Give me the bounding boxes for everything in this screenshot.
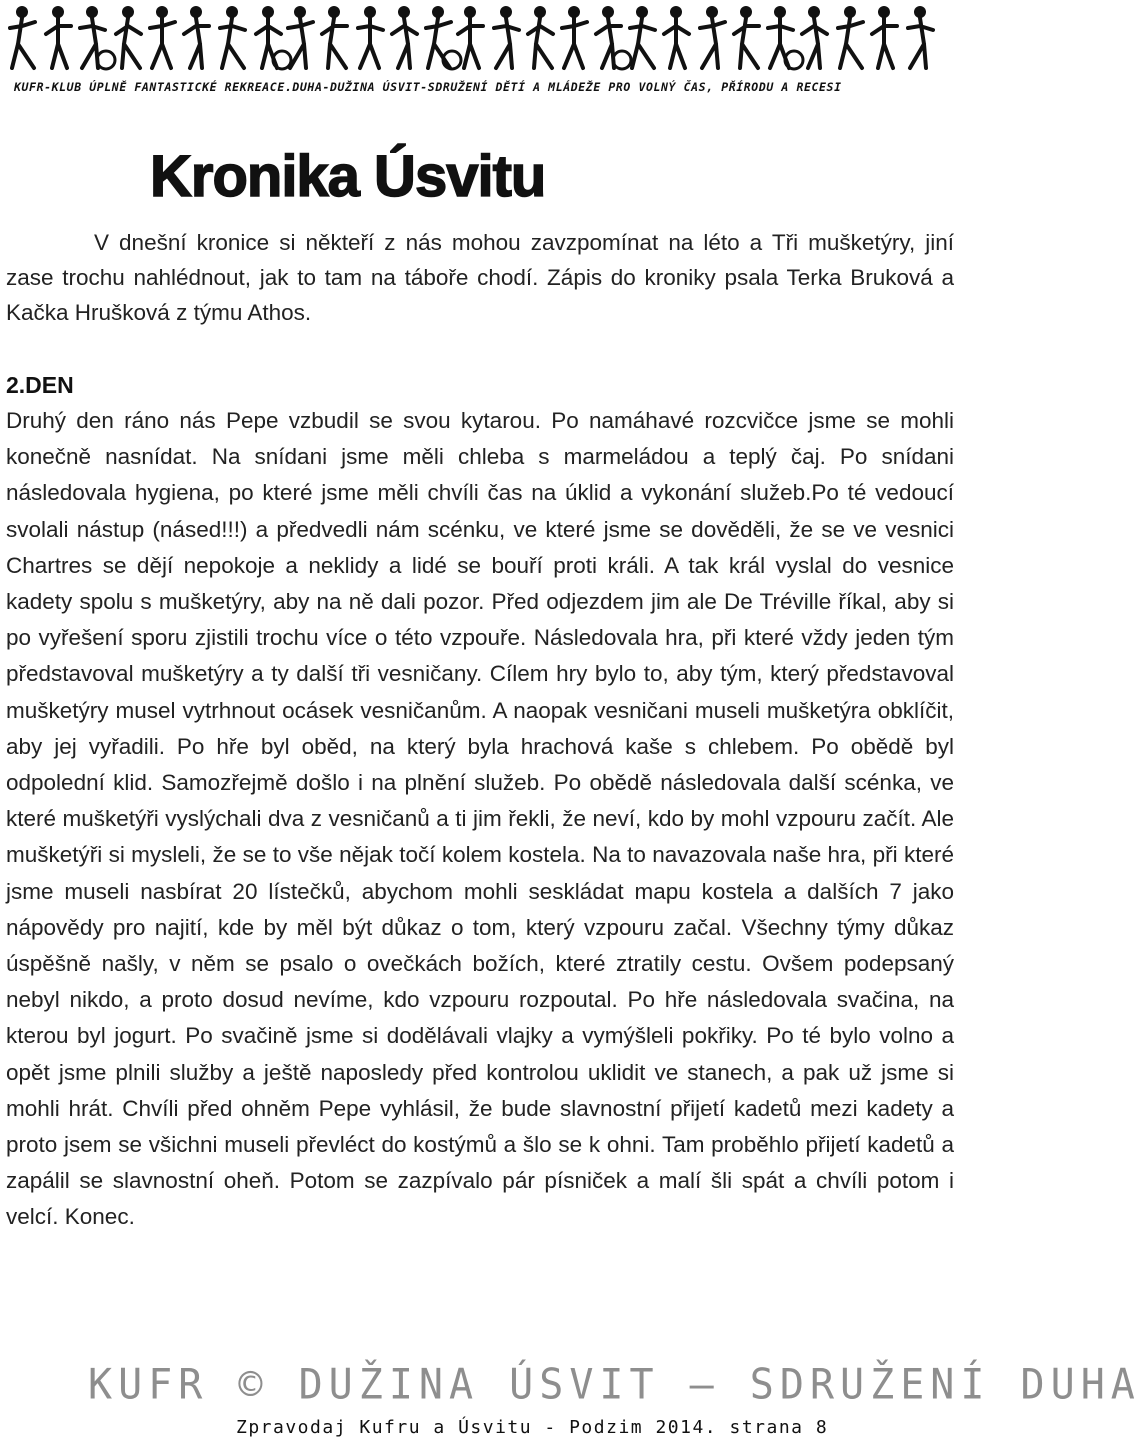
stick-figure	[630, 6, 655, 68]
stick-figure	[358, 6, 383, 68]
stick-figure	[562, 6, 587, 68]
article-body: Druhý den ráno nás Pepe vzbudil se svou kytarou. Po namáhavé rozcvičce jsme se mohli konečně nasnídat. Na snídani jsme měli chleba s marmeládou a teplý čaj. Po snídani následovala hygiena, po které jsme měli chvíli čas na úklid a vykonání služeb.Po té vedoucí svolali nástup (násed!!!) a předvedli nám scénku, ve které jsme se dověděli, že se ve vesnici Chartres se dějí nepokoje a neklidy a lidé se bouří proti králi. A tak král vyslal do vesnice kadety spolu s mušketýry, aby na ně dali pozor. Před odjezdem jim ale De Tréville říkal, aby si po vyřešení sporu zjistili trochu více o této vzpouře. Následovala hra, při které vždy jeden tým představoval mušketýry a ty další tři vesničany. Cílem hry bylo to, aby tým, který představoval mušketýry musel vytrhnout ocásek vesničanům. A naopak vesničani museli mušketýra obklíčit, aby jej vyřadili. Po hře byl oběd, na který byla hrachová kaše s chlebem. Po obědě byl odpolední klid. Samozřejmě došlo i na plnění služeb. Po obědě následovala další scénka, ve které mušketýři vyslýchali dva z vesničanů a ti jim řekli, že neví, kdo by mohl vzpouru začít. Ale mušketýři si mysleli, že se to vše nějak točí kolem kostela. Na to navazovala naše hra, při které jsme museli nasbírat 20 lístečků, abychom mohli seskládat mapu kostela a dalších 7 jako nápovědy pro najití, kde by měl být důkaz o tom, který vzpouru začal. Všechny týmy důkaz úspěšně našly, v něm se psalo o ovečkách božích, které ztratily cestu. Ovšem podepsaný nebyl nikdo, a proto dosud nevíme, kdo vzpouru rozpoutal. Po hře následovala svačina, na kterou byl jogurt. Po svačině jsme si dodělávali vlajky a vymýšleli pokřiky. Po té bylo volno a opět jsme plnili služby a ještě naposledy před kontrolou uklidit ve stanech, a pak už jsme si mohli hrát. Chvíli před ohněm Pepe vyhlásil, že bude slavnostní přijetí kadetů mezi kadety a proto jsem se všichni museli převléct do kostýmů a šlo se k ohni. Tam proběhlo přijetí kadetů a zapálil se slavnostní oheň. Potom se zazpívalo pár písniček a malí šli spát a chvíli potom i velcí. Konec.	[6, 408, 954, 1230]
stick-figure	[322, 6, 347, 68]
stick-figures-illustration	[0, 0, 960, 78]
stick-figure	[494, 6, 519, 68]
stick-figure	[10, 6, 35, 68]
stick-figure	[872, 6, 897, 68]
stick-figure	[838, 6, 863, 68]
day-heading: 2.DEN	[6, 372, 74, 398]
footer-page-note: Zpravodaj Kufru a Úsvitu - Podzim 2014. strana 8	[236, 1417, 829, 1438]
stick-figure	[734, 6, 759, 68]
footer-logo: KUFR © DUŽINA ÚSVIT – SDRUŽENÍ DUHA	[88, 1360, 1141, 1410]
article-intro: V dnešní kronice si někteří z nás mohou zavzpomínat na léto a Tři mušketýry, jiní zase trochu nahlédnout, jak to tam na táboře chodí. Zápis do kroniky psala Terka Bruková a Kačka Hrušková z týmu Athos.	[6, 230, 954, 325]
stick-figure	[802, 6, 827, 68]
stick-figure	[596, 6, 631, 69]
stick-figure	[664, 6, 689, 68]
stick-figure	[184, 6, 209, 68]
page-title: Kronika Úsvitu	[150, 144, 546, 209]
stick-figure	[528, 6, 553, 68]
stick-figure	[46, 6, 71, 68]
stick-figure	[908, 6, 933, 68]
stick-figure	[768, 6, 803, 69]
stick-figure	[426, 6, 461, 69]
header-banner	[0, 0, 960, 110]
stick-figure	[116, 6, 141, 68]
stick-figure	[392, 6, 417, 68]
stick-figure	[220, 6, 245, 68]
stick-figure	[80, 6, 115, 69]
stick-figure	[700, 6, 725, 68]
banner-tagline: KUFR-KLUB ÚPLNĚ FANTASTICKÉ REKREACE.DUHA-DUŽINA ÚSVIT-SDRUŽENÍ DĚTÍ A MLÁDEŽE PRO VOLNÝ ČAS, PŘÍRODU A RECESI	[14, 80, 842, 94]
stick-figure	[256, 6, 291, 69]
stick-figure	[150, 6, 175, 68]
